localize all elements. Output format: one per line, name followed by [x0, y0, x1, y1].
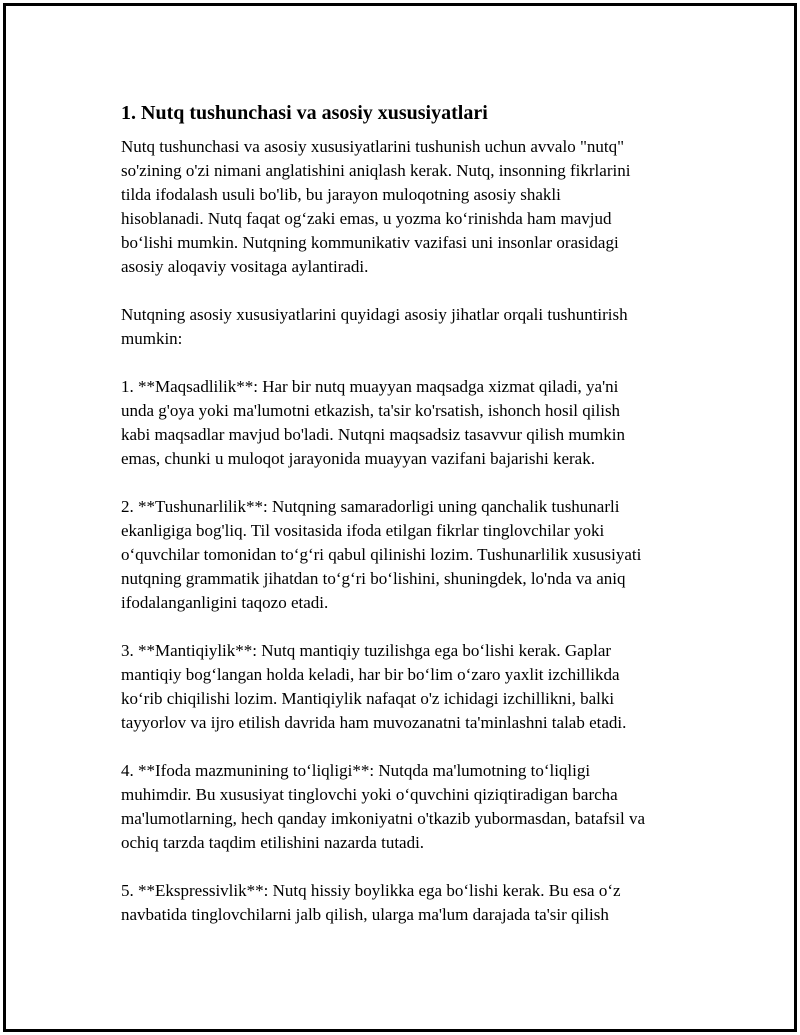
document-body	[121, 100, 701, 951]
text-line: so'zining o'zi nimani anglatishini aniqlash kerak. Nutq, insonning fikrlarini	[121, 161, 631, 180]
text-line: mumkin:	[121, 329, 183, 348]
text-line: ifodalanganligini taqozo etadi.	[121, 593, 329, 612]
text-line: mantiqiy bog‘langan holda keladi, har bir bo‘lim o‘zaro yaxlit izchillikda	[121, 665, 620, 684]
paragraph-item-2	[121, 495, 701, 615]
text-line: nutqning grammatik jihatdan to‘g‘ri bo‘lishini, shuningdek, lo'nda va aniq	[121, 569, 626, 588]
paragraph-intro	[121, 135, 701, 279]
text-line: Nutqning asosiy xususiyatlarini quyidagi asosiy jihatlar orqali tushuntirish	[121, 305, 628, 324]
text-line: bo‘lishi mumkin. Nutqning kommunikativ vazifasi uni insonlar orasidagi	[121, 233, 619, 252]
page-frame	[3, 3, 797, 1032]
paragraph-item-3	[121, 639, 701, 735]
paragraph-item-1	[121, 375, 701, 471]
text-line: navbatida tinglovchilarni jalb qilish, ularga ma'lum darajada ta'sir qilish	[121, 905, 609, 924]
text-line: unda g'oya yoki ma'lumotni etkazish, ta'sir ko'rsatish, ishonch hosil qilish	[121, 401, 621, 420]
text-line: hisoblanadi. Nutq faqat og‘zaki emas, u yozma ko‘rinishda ham mavjud	[121, 209, 612, 228]
text-line: muhimdir. Bu xususiyat tinglovchi yoki o‘quvchini qiziqtiradigan barcha	[121, 785, 618, 804]
text-line: 5. **Ekspressivlik**: Nutq hissiy boylikka ega bo‘lishi kerak. Bu esa o‘z	[121, 881, 621, 900]
text-line: Nutq tushunchasi va asosiy xususiyatlarini tushunish uchun avvalo "nutq"	[121, 137, 625, 156]
text-line: 1. **Maqsadlilik**: Har bir nutq muayyan maqsadga xizmat qiladi, ya'ni	[121, 377, 619, 396]
text-line: tilda ifodalash usuli bo'lib, bu jarayon muloqotning asosiy shakli	[121, 185, 561, 204]
text-line: 4. **Ifoda mazmunining to‘liqligi**: Nutqda ma'lumotning to‘liqligi	[121, 761, 591, 780]
paragraph-item-5	[121, 879, 701, 927]
paragraph-lead-in	[121, 303, 701, 351]
text-line: emas, chunki u muloqot jarayonida muayyan vazifani bajarishi kerak.	[121, 449, 595, 468]
text-line: ekanligiga bog'liq. Til vositasida ifoda etilgan fikrlar tinglovchilar yoki	[121, 521, 605, 540]
text-line: ma'lumotlarning, hech qanday imkoniyatni o'tkazib yubormasdan, batafsil va	[121, 809, 646, 828]
paragraph-item-4	[121, 759, 701, 855]
text-line: ochiq tarzda taqdim etilishini nazarda tutadi.	[121, 833, 425, 852]
text-line: tayyorlov va ijro etilish davrida ham muvozanatni ta'minlashni talab etadi.	[121, 713, 627, 732]
text-line: kabi maqsadlar mavjud bo'ladi. Nutqni maqsadsiz tasavvur qilish mumkin	[121, 425, 626, 444]
text-line: asosiy aloqaviy vositaga aylantiradi.	[121, 257, 369, 276]
text-line: 3. **Mantiqiylik**: Nutq mantiqiy tuzilishga ega bo‘lishi kerak. Gaplar	[121, 641, 612, 660]
text-line: ko‘rib chiqilishi lozim. Mantiqiylik nafaqat o'z ichidagi izchillikni, balki	[121, 689, 615, 708]
section-heading: 1. Nutq tushunchasi va asosiy xususiyatlari	[121, 102, 488, 124]
text-line: 2. **Tushunarlilik**: Nutqning samaradorligi uning qanchalik tushunarli	[121, 497, 620, 516]
text-line: o‘quvchilar tomonidan to‘g‘ri qabul qilinishi lozim. Tushunarlilik xususiyati	[121, 545, 642, 564]
